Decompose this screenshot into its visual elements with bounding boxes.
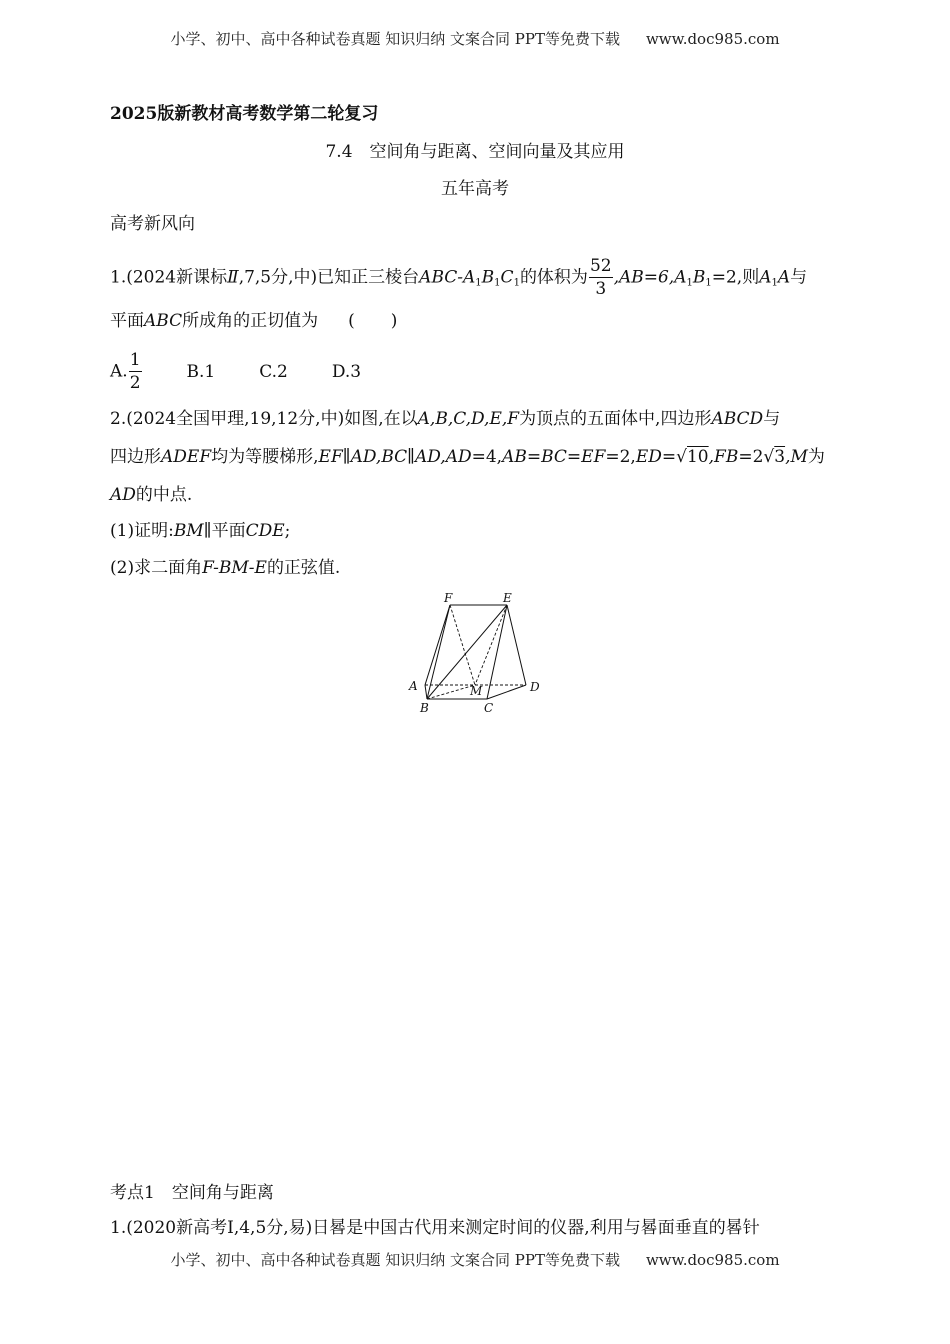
header-text: 小学、初中、高中各种试卷真题 知识归纳 文案合同 PPT等免费下载 — [170, 30, 620, 48]
pentahedron-figure — [400, 588, 550, 718]
header-url: www.doc985.com — [645, 30, 780, 48]
q2-line1: 2.(2024全国甲理,19,12分,中)如图,在以A,B,C,D,E,F为顶点的五面体中,四边形ABCD与 — [110, 409, 781, 429]
q2-line3: AD的中点. — [110, 485, 193, 505]
q2-part1: (1)证明:BM∥平面CDE; — [110, 521, 291, 541]
edge-em-hidden — [475, 605, 507, 685]
label-m: M — [470, 684, 483, 698]
edge-fm-hidden — [450, 605, 475, 685]
label-c: C — [484, 701, 494, 715]
section-title: 7.4 空间角与距离、空间向量及其应用 — [325, 142, 625, 162]
option-d: D.3 — [331, 361, 362, 382]
edge-ab — [425, 685, 427, 699]
label-f: F — [444, 591, 453, 605]
answer-blank: ( ) — [348, 311, 398, 331]
section2-title: 考点1 空间角与距离 — [110, 1183, 274, 1203]
q1-line1: 1.(2024新课标Ⅱ,7,5分,中)已知正三棱台ABC-$A_1B_1C_1$的体积为 $\frac{52}{3}$ $,AB=6,A_1B_1=2$,则$A_1A$与 — [110, 256, 808, 299]
q2-part2: (2)求二面角F-BM-E的正弦值. — [110, 558, 341, 578]
option-b: B.1 — [186, 361, 216, 382]
section2-q1: 1.(2020新高考Ⅰ,4,5分,易)日晷是中国古代用来测定时间的仪器,利用与晷面垂直的晷针 — [110, 1218, 760, 1238]
page-header — [0, 28, 950, 49]
label-a: A — [409, 679, 418, 693]
edge-ed — [507, 605, 526, 685]
option-c: C.2 — [259, 361, 288, 382]
edge-cd — [487, 685, 526, 699]
volume-fraction: $\frac{52}{3}$ — [589, 256, 612, 299]
option-a: A. $\frac{1}{2}$ — [110, 350, 141, 393]
page-footer — [0, 1249, 950, 1270]
category-title: 高考新风向 — [110, 214, 195, 234]
label-e: E — [503, 591, 512, 605]
doc-title: 2025版新教材高考数学第二轮复习 — [110, 104, 379, 124]
subsection-title: 五年高考 — [441, 179, 509, 199]
q1-line2: 平面ABC所成角的正切值为 ( ) — [110, 311, 398, 331]
q1-options — [110, 352, 405, 392]
footer-text: 小学、初中、高中各种试卷真题 知识归纳 文案合同 PPT等免费下载 — [170, 1251, 620, 1269]
label-d: D — [530, 680, 540, 694]
edge-fa — [425, 605, 450, 685]
label-b: B — [420, 701, 429, 715]
q2-line2: 四边形ADEF均为等腰梯形,EF∥AD,BC∥AD,AD=4,AB=BC=EF=2,ED=√10,FB=2√3,M为 — [110, 447, 825, 467]
edge-bm-hidden — [427, 685, 475, 699]
footer-url: www.doc985.com — [645, 1251, 780, 1269]
